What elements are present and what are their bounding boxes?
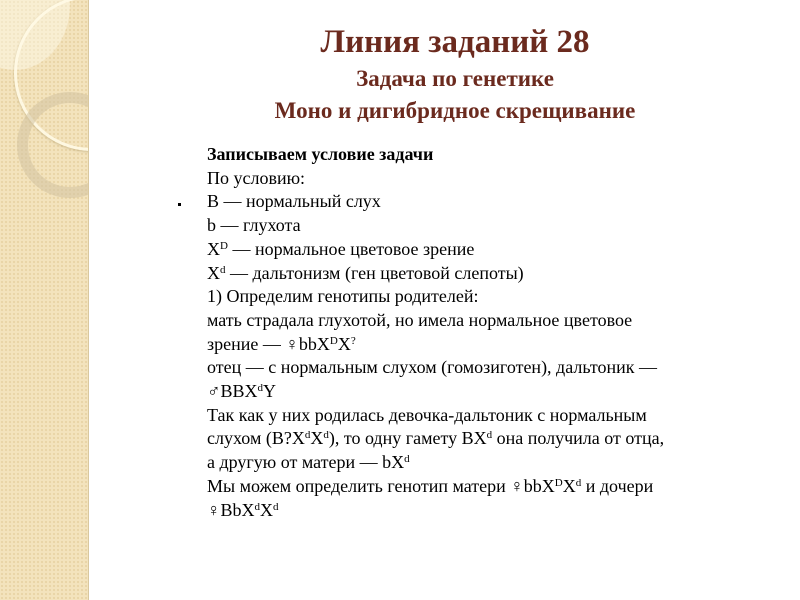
text-segment: X — [562, 475, 576, 496]
text-segment: Записываем условие задачи — [207, 144, 434, 164]
text-segment: — нормальное цветовое зрение — [227, 238, 475, 259]
text-line — [207, 190, 767, 214]
superscript: d — [273, 500, 279, 513]
superscript: d — [220, 263, 226, 276]
text-segment: 1) Определим генотипы родителей: — [207, 286, 479, 307]
superscript: ? — [350, 334, 356, 347]
text-segment: а другую от матери — bX — [207, 452, 405, 473]
text-segment: b — глухота — [207, 215, 301, 236]
superscript: d — [323, 429, 329, 442]
slide-subtitle: Задача по генетике — [356, 66, 554, 91]
text-segment: X — [310, 428, 324, 449]
text-segment: X — [337, 333, 351, 354]
text-segment: X — [207, 238, 220, 259]
slide-title: Линия заданий 28 — [320, 24, 590, 60]
text-segment: ), то одну гамету BX — [328, 428, 487, 449]
text-segment: мать страдала глухотой, но имела нормальное цветовое — [207, 309, 633, 330]
text-line — [207, 309, 767, 333]
slide-body-text — [207, 143, 767, 522]
text-line — [207, 285, 767, 309]
text-line — [207, 143, 767, 167]
text-line — [207, 238, 767, 262]
text-segment: зрение — ♀bbX — [207, 333, 330, 354]
text-segment: B — нормальный слух — [207, 191, 381, 212]
superscript: d — [254, 500, 261, 513]
text-line — [207, 333, 767, 357]
text-segment: отец — с нормальным слухом (гомозиготен), дальтоник — — [207, 357, 658, 378]
text-segment: Так как у них родилась девочка-дальтоник с нормальным — [207, 404, 647, 425]
text-line — [207, 451, 767, 475]
superscript: d — [575, 476, 582, 489]
text-segment: — дальтонизм (ген цветовой слепоты) — [225, 262, 524, 283]
text-segment: Мы можем определить генотип матери ♀bbX — [207, 475, 555, 496]
superscript: d — [404, 453, 410, 466]
superscript: D — [329, 334, 338, 347]
text-segment: она получила от отца, — [492, 428, 665, 449]
text-line — [207, 499, 767, 523]
text-line — [207, 404, 767, 428]
text-segment: Y — [263, 381, 277, 402]
superscript: d — [486, 429, 493, 442]
text-line — [207, 356, 767, 380]
superscript: D — [220, 239, 228, 252]
text-segment: X — [260, 499, 274, 520]
text-segment: и дочери — [581, 475, 654, 496]
text-line — [207, 262, 767, 286]
text-segment: слухом (B?X — [207, 428, 305, 449]
text-segment: ♀BbX — [207, 499, 255, 520]
superscript: D — [554, 476, 563, 489]
text-line — [207, 167, 767, 191]
text-line — [207, 214, 767, 238]
text-line — [207, 427, 767, 451]
text-line — [207, 475, 767, 499]
bullet-point — [178, 203, 181, 206]
slide-subtitle-2: Моно и дигибридное скрещивание — [274, 98, 636, 123]
text-segment: X — [207, 262, 220, 283]
text-line — [207, 380, 767, 404]
text-segment: По условию: — [207, 167, 306, 188]
superscript: d — [257, 382, 264, 395]
text-segment: ♂BBX — [207, 381, 258, 402]
superscript: d — [304, 429, 311, 442]
decorative-sidebar — [0, 0, 89, 600]
